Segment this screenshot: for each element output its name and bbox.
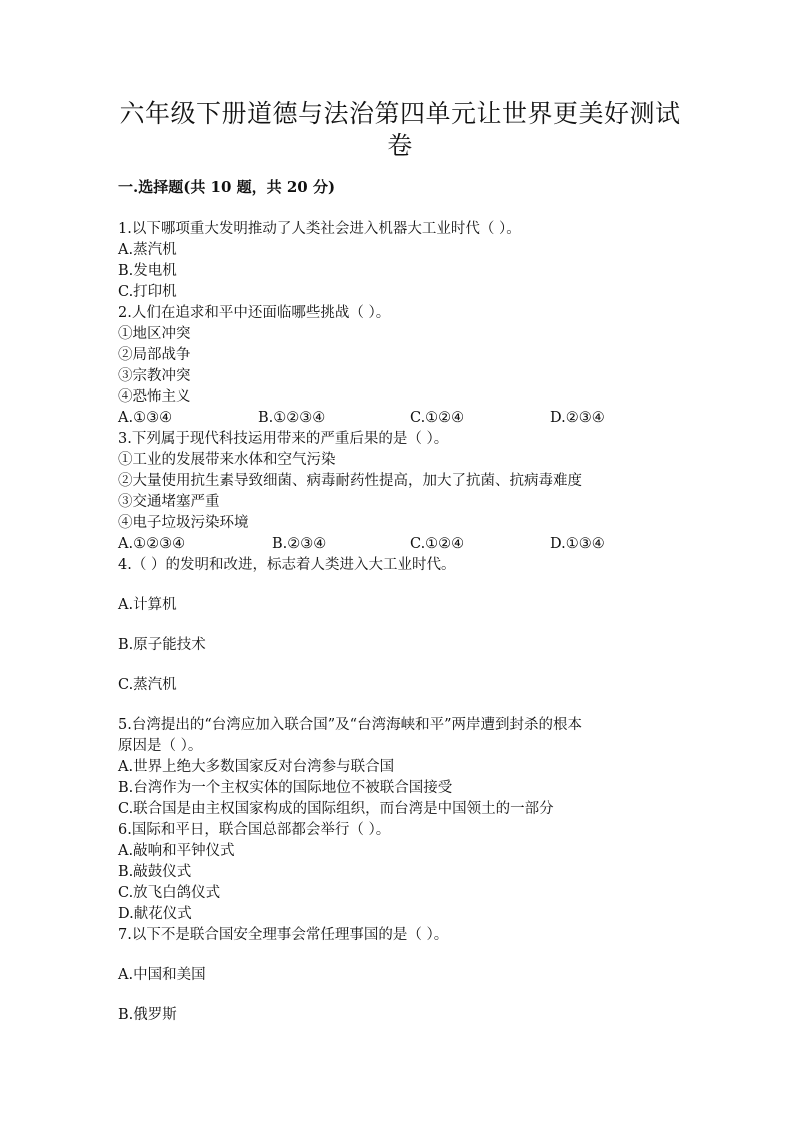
question-5-stem-line-1: 5.台湾提出的“台湾应加入联合国”及“台湾海峡和平”两岸遭到封杀的根本 bbox=[118, 717, 582, 733]
question-7-option-a: A.中国和美国 bbox=[118, 967, 206, 983]
question-3-item-1: ①工业的发展带来水体和空气污染 bbox=[118, 452, 336, 468]
question-5-stem-line-2: 原因是（ ）。 bbox=[118, 738, 203, 754]
question-2-option-d: D.②③④ bbox=[550, 410, 605, 426]
question-2-option-c: C.①②④ bbox=[410, 410, 465, 426]
question-3-item-2: ②大量使用抗生素导致细菌、病毒耐药性提高，加大了抗菌、抗病毒难度 bbox=[118, 473, 582, 489]
question-1-option-a: A.蒸汽机 bbox=[118, 242, 177, 258]
question-6-option-b: B.敲鼓仪式 bbox=[118, 864, 192, 880]
question-3-option-c: C.①②④ bbox=[410, 536, 465, 552]
document-title bbox=[118, 98, 682, 162]
question-4-stem: 4.（ ）的发明和改进，标志着人类进入大工业时代。 bbox=[118, 557, 456, 573]
question-3-stem: 3.下列属于现代科技运用带来的严重后果的是（ ）。 bbox=[118, 431, 449, 447]
question-3-options bbox=[118, 535, 678, 553]
question-4-option-a: A.计算机 bbox=[118, 597, 177, 613]
title-line-1: 六年级下册道德与法治第四单元让世界更美好测试 bbox=[119, 99, 681, 128]
question-1-option-c: C.打印机 bbox=[118, 284, 177, 300]
question-7-option-b: B.俄罗斯 bbox=[118, 1007, 177, 1023]
question-6-option-d: D.献花仪式 bbox=[118, 906, 192, 922]
question-1-option-b: B.发电机 bbox=[118, 263, 177, 279]
question-6-option-c: C.放飞白鸽仪式 bbox=[118, 885, 221, 901]
question-5-option-c: C.联合国是由主权国家构成的国际组织，而台湾是中国领土的一部分 bbox=[118, 801, 554, 817]
question-7-stem: 7.以下不是联合国安全理事会常任理事国的是（ ）。 bbox=[118, 927, 449, 943]
question-2-option-b: B.①②③④ bbox=[258, 410, 326, 426]
question-2-stem: 2.人们在追求和平中还面临哪些挑战（ ）。 bbox=[118, 305, 391, 321]
question-6-stem: 6.国际和平日，联合国总部都会举行（ ）。 bbox=[118, 822, 391, 838]
question-2-item-3: ③宗教冲突 bbox=[118, 368, 191, 384]
question-2-option-a: A.①③④ bbox=[118, 410, 173, 426]
question-2-item-4: ④恐怖主义 bbox=[118, 389, 191, 405]
question-4-option-b: B.原子能技术 bbox=[118, 637, 206, 653]
question-4-option-c: C.蒸汽机 bbox=[118, 677, 177, 693]
question-1-stem: 1.以下哪项重大发明推动了人类社会进入机器大工业时代（ ）。 bbox=[118, 221, 521, 237]
section-heading: 一.选择题(共 10 题，共 20 分) bbox=[118, 178, 336, 196]
question-3-item-3: ③交通堵塞严重 bbox=[118, 494, 220, 510]
question-5-option-b: B.台湾作为一个主权实体的国际地位不被联合国接受 bbox=[118, 780, 453, 796]
question-2-item-2: ②局部战争 bbox=[118, 347, 191, 363]
title-line-2: 卷 bbox=[387, 131, 413, 160]
question-3-item-4: ④电子垃圾污染环境 bbox=[118, 515, 249, 531]
question-6-option-a: A.敲响和平钟仪式 bbox=[118, 843, 235, 859]
question-3-option-d: D.①③④ bbox=[550, 536, 605, 552]
question-3-option-b: B.②③④ bbox=[272, 536, 327, 552]
question-3-option-a: A.①②③④ bbox=[118, 536, 186, 552]
question-2-item-1: ①地区冲突 bbox=[118, 326, 191, 342]
question-5-option-a: A.世界上绝大多数国家反对台湾参与联合国 bbox=[118, 759, 395, 775]
question-2-options bbox=[118, 409, 678, 427]
